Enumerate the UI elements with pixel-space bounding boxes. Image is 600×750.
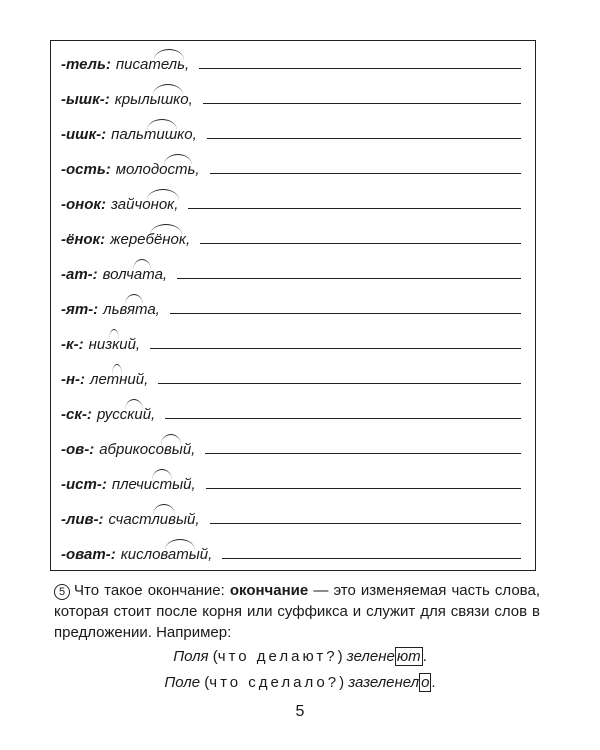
suffix-row xyxy=(61,467,521,493)
suffix-row xyxy=(61,327,521,353)
answer-line[interactable] xyxy=(210,523,522,524)
answer-line[interactable] xyxy=(222,558,521,559)
exercise-definition: — это изменяемая часть слова, которая стоит после корня или суффикса и служит для связи слов в предложении. Например: xyxy=(54,582,540,641)
suffix-row xyxy=(61,537,521,563)
answer-line[interactable] xyxy=(170,313,521,314)
exercise-text xyxy=(54,580,540,643)
answer-line[interactable] xyxy=(188,208,521,209)
answer-line[interactable] xyxy=(177,278,521,279)
suffix-row xyxy=(61,292,521,318)
suffix-row xyxy=(61,152,521,178)
answer-line[interactable] xyxy=(200,243,521,244)
suffix-label: -ов-: xyxy=(61,441,95,458)
answer-line[interactable] xyxy=(150,348,521,349)
example-verb-stem: зазеленел xyxy=(348,674,420,691)
exercise-number: 5 xyxy=(54,584,70,600)
example-question: что сделало? xyxy=(209,674,340,691)
example-word: плечистый, xyxy=(111,476,196,493)
suffix-row xyxy=(61,222,521,248)
suffix-label: -ёнок: xyxy=(61,231,106,248)
example-word: летний, xyxy=(90,371,149,388)
suffix-label: -тель: xyxy=(61,56,111,73)
example-word: львята, xyxy=(103,301,160,318)
suffix-row xyxy=(61,47,521,73)
suffix-label: -к-: xyxy=(61,336,84,353)
example-sentence: Поле (что сделало?) зазеленел о . xyxy=(164,674,436,691)
example-word: кисловатый, xyxy=(120,546,213,563)
example-ending: ют xyxy=(396,648,421,665)
answer-line[interactable] xyxy=(206,488,521,489)
example-word: пальтишко, xyxy=(111,126,197,143)
suffix-row xyxy=(61,117,521,143)
example-word: молодость, xyxy=(115,161,200,178)
answer-line[interactable] xyxy=(199,68,521,69)
answer-line[interactable] xyxy=(165,418,521,419)
suffix-row xyxy=(61,187,521,213)
suffix-row xyxy=(61,502,521,528)
example-word: волчата, xyxy=(102,266,168,283)
suffix-label: -онок: xyxy=(61,196,106,213)
answer-line[interactable] xyxy=(203,103,521,104)
example-question: что делают? xyxy=(217,648,338,665)
example-word: низкий, xyxy=(88,336,141,353)
suffix-row xyxy=(61,397,521,423)
suffix-row xyxy=(61,257,521,283)
example-sentence: Поля (что делают?) зелене ют . xyxy=(173,648,427,665)
suffix-label: -ист-: xyxy=(61,476,107,493)
suffix-table xyxy=(50,40,536,571)
example-word: счастливый, xyxy=(108,511,200,528)
suffix-label: -н-: xyxy=(61,371,86,388)
suffix-label: -ышк-: xyxy=(61,91,110,108)
example-word: крылышко, xyxy=(114,91,193,108)
exercise-question: Что такое окончание: xyxy=(74,582,230,599)
suffix-row xyxy=(61,432,521,458)
answer-line[interactable] xyxy=(210,173,521,174)
answer-line[interactable] xyxy=(158,383,521,384)
exercise-term: окончание xyxy=(229,582,309,599)
example-noun: Поле xyxy=(164,674,201,691)
suffix-row xyxy=(61,362,521,388)
suffix-label: -ишк-: xyxy=(61,126,107,143)
suffix-label: -ость: xyxy=(61,161,111,178)
answer-line[interactable] xyxy=(205,453,521,454)
suffix-label: -оват-: xyxy=(61,546,116,563)
page-number: 5 xyxy=(295,703,305,720)
answer-line[interactable] xyxy=(207,138,521,139)
example-word: жеребёнок, xyxy=(110,231,191,248)
example-noun: Поля xyxy=(173,648,209,665)
suffix-label: -ат-: xyxy=(61,266,98,283)
suffix-row xyxy=(61,82,521,108)
suffix-label: -лив-: xyxy=(61,511,104,528)
suffix-label: -ят-: xyxy=(61,301,99,318)
example-verb-stem: зелене xyxy=(346,648,395,665)
example-word: писатель, xyxy=(115,56,190,73)
suffix-label: -ск-: xyxy=(61,406,92,423)
example-ending: о xyxy=(421,674,430,691)
example-word: русский, xyxy=(96,406,156,423)
example-word: зайчонок, xyxy=(110,196,179,213)
example-word: абрикосовый, xyxy=(99,441,196,458)
